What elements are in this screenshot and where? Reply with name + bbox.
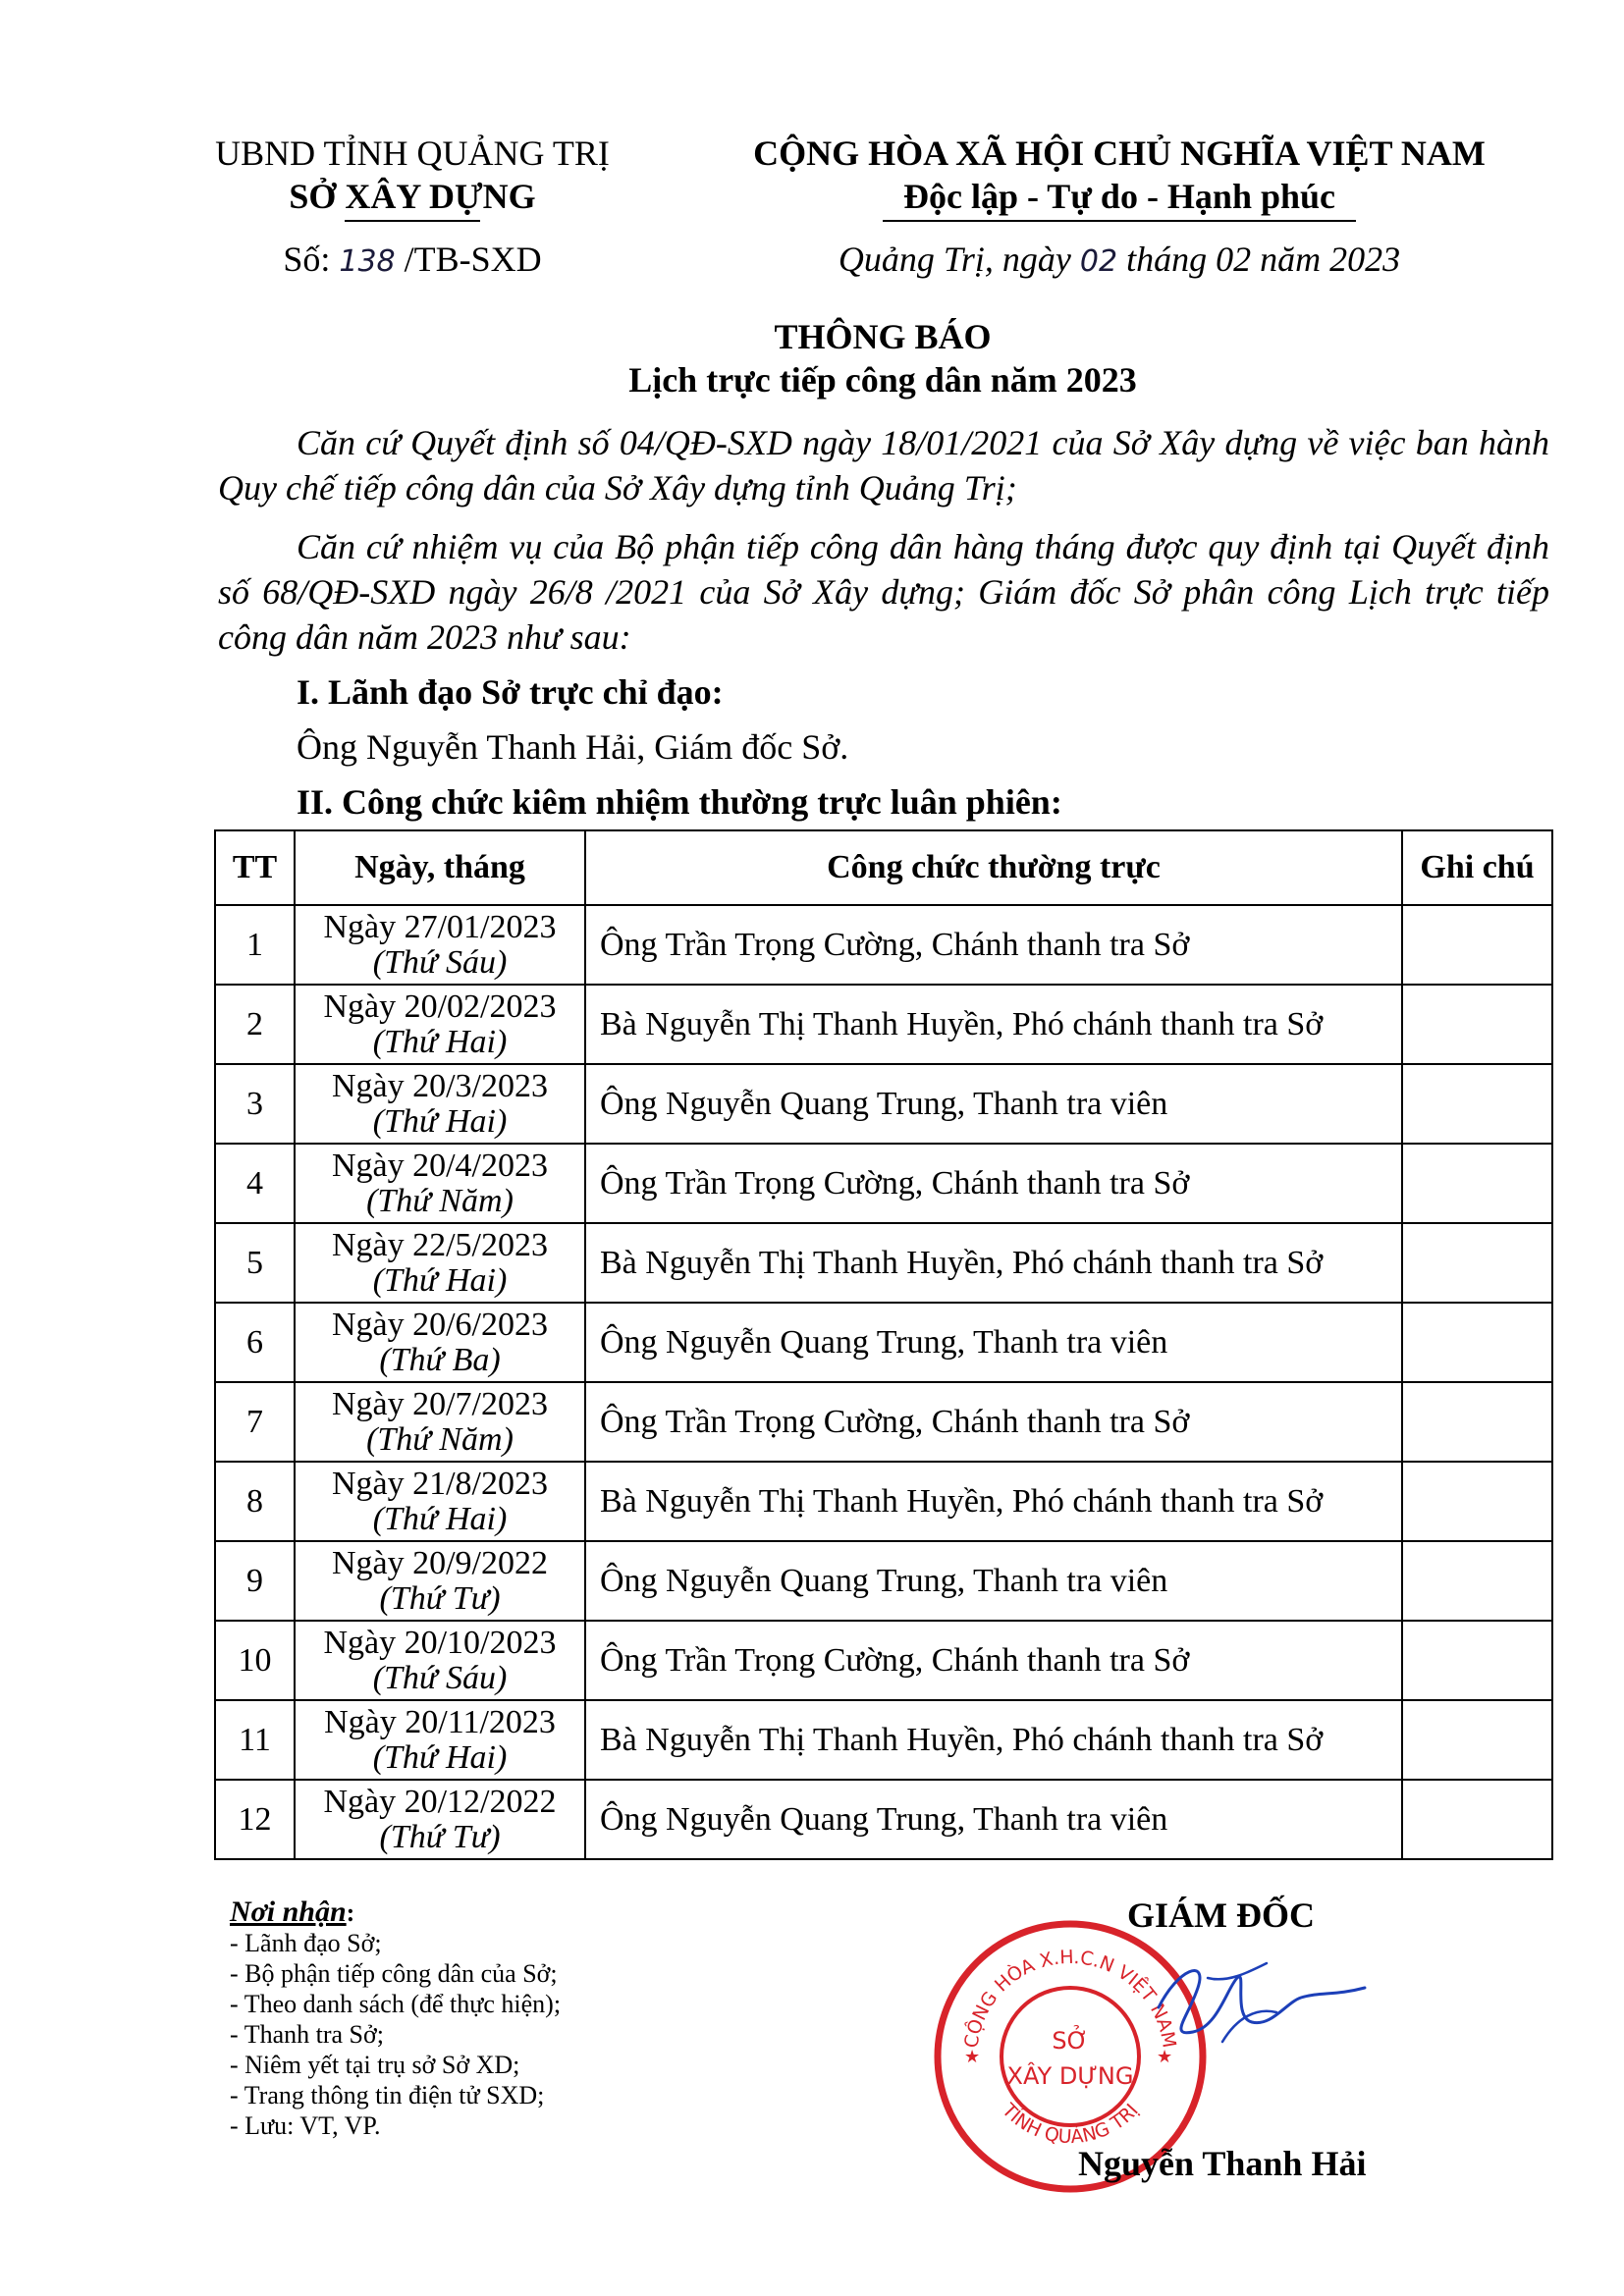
org-underline bbox=[345, 220, 480, 222]
row-date: Ngày 20/12/2022 bbox=[323, 1783, 557, 1820]
row-tt: 1 bbox=[215, 905, 295, 985]
row-date-cell bbox=[295, 1700, 585, 1780]
table-row bbox=[215, 1462, 1552, 1541]
col-note: Ghi chú bbox=[1402, 830, 1552, 905]
row-note bbox=[1402, 1621, 1552, 1700]
row-tt: 5 bbox=[215, 1223, 295, 1303]
recipient-item: - Trang thông tin điện tử SXD; bbox=[230, 2081, 545, 2109]
org-parent: UBND TỈNH QUẢNG TRỊ bbox=[215, 133, 610, 173]
recipients bbox=[230, 1896, 561, 2141]
table-row bbox=[215, 905, 1552, 985]
header-right bbox=[687, 132, 1551, 284]
row-tt: 11 bbox=[215, 1700, 295, 1780]
doc-number-suffix: /TB-SXD bbox=[404, 240, 542, 279]
row-tt: 4 bbox=[215, 1144, 295, 1223]
row-weekday: (Thứ Hai) bbox=[372, 1102, 508, 1140]
stamp-outer-text: CỘNG HÒA X.H.C.N VIỆT NAM bbox=[960, 1946, 1180, 2050]
row-tt: 10 bbox=[215, 1621, 295, 1700]
row-date: Ngày 27/01/2023 bbox=[323, 908, 557, 945]
table-row bbox=[215, 1144, 1552, 1223]
signer-name: Nguyễn Thanh Hải bbox=[1078, 2144, 1367, 2183]
date-day-handwritten: 02 bbox=[1079, 244, 1118, 279]
row-weekday: (Thứ Sáu) bbox=[372, 943, 508, 981]
row-date-cell bbox=[295, 1541, 585, 1621]
doc-number bbox=[196, 238, 628, 284]
row-weekday: (Thứ Hai) bbox=[372, 1261, 508, 1299]
signer-title: GIÁM ĐỐC bbox=[1127, 1896, 1315, 1935]
recipients-list bbox=[230, 1928, 561, 2141]
col-date: Ngày, tháng bbox=[295, 830, 585, 905]
col-officer: Công chức thường trực bbox=[585, 830, 1402, 905]
row-officer: Ông Nguyễn Quang Trung, Thanh tra viên bbox=[585, 1780, 1402, 1859]
stamp-center-bottom: XÂY DỰNG bbox=[1006, 2062, 1134, 2090]
table-header-row bbox=[215, 830, 1552, 905]
table-row bbox=[215, 985, 1552, 1064]
row-note bbox=[1402, 1780, 1552, 1859]
recipient-item: - Niêm yết tại trụ sở Sở XD; bbox=[230, 2051, 520, 2079]
duty-table bbox=[214, 829, 1553, 1860]
row-note bbox=[1402, 1064, 1552, 1144]
doc-title: THÔNG BÁO bbox=[774, 317, 992, 356]
row-date: Ngày 21/8/2023 bbox=[331, 1465, 549, 1502]
row-date-cell bbox=[295, 1223, 585, 1303]
row-tt: 8 bbox=[215, 1462, 295, 1541]
row-date-cell bbox=[295, 1621, 585, 1700]
issue-date bbox=[687, 238, 1551, 284]
row-date: Ngày 20/7/2023 bbox=[331, 1385, 549, 1422]
section-1-text: Ông Nguyễn Thanh Hải, Giám đốc Sở. bbox=[297, 727, 849, 767]
row-note bbox=[1402, 905, 1552, 985]
recipients-title: Nơi nhận bbox=[230, 1896, 347, 1928]
row-date-cell bbox=[295, 1462, 585, 1541]
row-note bbox=[1402, 1462, 1552, 1541]
row-date: Ngày 20/9/2022 bbox=[331, 1544, 549, 1581]
doc-number-handwritten: 138 bbox=[339, 244, 396, 279]
row-officer: Ông Trần Trọng Cường, Chánh thanh tra Sở bbox=[585, 1144, 1402, 1223]
row-weekday: (Thứ Sáu) bbox=[372, 1659, 508, 1696]
row-tt: 2 bbox=[215, 985, 295, 1064]
recipient-item: - Bộ phận tiếp công dân của Sở; bbox=[230, 1959, 558, 1988]
doc-subtitle: Lịch trực tiếp công dân năm 2023 bbox=[628, 360, 1137, 400]
stamp-center-top: SỞ bbox=[1052, 2027, 1089, 2055]
col-tt: TT bbox=[215, 830, 295, 905]
row-note bbox=[1402, 1541, 1552, 1621]
row-weekday: (Thứ Năm) bbox=[366, 1182, 514, 1219]
header-left bbox=[196, 132, 628, 284]
basis-1: Căn cứ Quyết định số 04/QĐ-SXD ngày 18/01/2021 của Sở Xây dựng về việc ban hành Quy chế tiếp công dân của Sở Xây dựng tỉnh Quảng Trị; bbox=[218, 423, 1549, 507]
row-date: Ngày 20/11/2023 bbox=[324, 1703, 556, 1740]
table-row bbox=[215, 1621, 1552, 1700]
stamp-inner-ring bbox=[1001, 1988, 1139, 2125]
row-date: Ngày 22/5/2023 bbox=[331, 1226, 549, 1263]
row-note bbox=[1402, 1700, 1552, 1780]
table-row bbox=[215, 1780, 1552, 1859]
row-tt: 12 bbox=[215, 1780, 295, 1859]
nation-name: CỘNG HÒA XÃ HỘI CHỦ NGHĨA VIỆT NAM bbox=[753, 133, 1486, 173]
row-officer: Ông Nguyễn Quang Trung, Thanh tra viên bbox=[585, 1303, 1402, 1382]
table-row bbox=[215, 1223, 1552, 1303]
row-officer: Bà Nguyễn Thị Thanh Huyền, Phó chánh thanh tra Sở bbox=[585, 1223, 1402, 1303]
stamp-star-left: ★ bbox=[964, 2047, 981, 2066]
row-tt: 9 bbox=[215, 1541, 295, 1621]
basis-2: Căn cứ nhiệm vụ của Bộ phận tiếp công dân hàng tháng được quy định tại Quyết định số 68/QĐ-SXD ngày 26/8 /2021 của Sở Xây dựng; Giám đốc Sở phân công Lịch trực tiếp công dân năm 2023 như sau: bbox=[218, 527, 1549, 657]
stamp-star-right: ★ bbox=[1157, 2047, 1173, 2066]
row-tt: 3 bbox=[215, 1064, 295, 1144]
doc-number-prefix: Số: bbox=[283, 240, 331, 279]
row-tt: 6 bbox=[215, 1303, 295, 1382]
date-prefix: Quảng Trị, ngày bbox=[838, 240, 1071, 279]
section-1-heading: I. Lãnh đạo Sở trực chỉ đạo: bbox=[297, 672, 724, 712]
row-weekday: (Thứ Hai) bbox=[372, 1738, 508, 1776]
handwritten-signature bbox=[1139, 1949, 1384, 2066]
row-officer: Ông Nguyễn Quang Trung, Thanh tra viên bbox=[585, 1064, 1402, 1144]
recipient-item: - Thanh tra Sở; bbox=[230, 2020, 384, 2049]
row-date-cell bbox=[295, 905, 585, 985]
table-row bbox=[215, 1064, 1552, 1144]
row-date-cell bbox=[295, 1382, 585, 1462]
row-note bbox=[1402, 1382, 1552, 1462]
motto: Độc lập - Tự do - Hạnh phúc bbox=[902, 177, 1336, 216]
row-date: Ngày 20/02/2023 bbox=[323, 988, 557, 1025]
row-date: Ngày 20/3/2023 bbox=[331, 1067, 549, 1104]
row-officer: Ông Trần Trọng Cường, Chánh thanh tra Sở bbox=[585, 1382, 1402, 1462]
section-2-heading: II. Công chức kiêm nhiệm thường trực luân phiên: bbox=[297, 782, 1062, 822]
row-date: Ngày 20/4/2023 bbox=[331, 1147, 549, 1184]
date-suffix: tháng 02 năm 2023 bbox=[1126, 240, 1401, 279]
recipient-item: - Theo danh sách (để thực hiện); bbox=[230, 1990, 562, 2018]
table-row bbox=[215, 1382, 1552, 1462]
row-note bbox=[1402, 985, 1552, 1064]
row-officer: Bà Nguyễn Thị Thanh Huyền, Phó chánh thanh tra Sở bbox=[585, 1462, 1402, 1541]
table-row bbox=[215, 1541, 1552, 1621]
org-name: SỞ XÂY DỰNG bbox=[289, 177, 536, 216]
row-note bbox=[1402, 1144, 1552, 1223]
row-note bbox=[1402, 1303, 1552, 1382]
recipient-item: - Lưu: VT, VP. bbox=[230, 2111, 381, 2140]
recipient-item: - Lãnh đạo Sở; bbox=[230, 1929, 382, 1957]
row-weekday: (Thứ Hai) bbox=[372, 1023, 508, 1060]
row-officer: Ông Trần Trọng Cường, Chánh thanh tra Sở bbox=[585, 1621, 1402, 1700]
row-date-cell bbox=[295, 1303, 585, 1382]
row-date-cell bbox=[295, 985, 585, 1064]
row-weekday: (Thứ Năm) bbox=[366, 1420, 514, 1458]
recipients-title-line bbox=[230, 1896, 561, 1928]
row-date-cell bbox=[295, 1780, 585, 1859]
row-note bbox=[1402, 1223, 1552, 1303]
table-row bbox=[215, 1700, 1552, 1780]
row-date-cell bbox=[295, 1064, 585, 1144]
table-row bbox=[215, 1303, 1552, 1382]
row-date-cell bbox=[295, 1144, 585, 1223]
row-tt: 7 bbox=[215, 1382, 295, 1462]
motto-underline bbox=[883, 220, 1356, 222]
row-weekday: (Thứ Hai) bbox=[372, 1500, 508, 1537]
row-officer: Ông Nguyễn Quang Trung, Thanh tra viên bbox=[585, 1541, 1402, 1621]
row-officer: Bà Nguyễn Thị Thanh Huyền, Phó chánh thanh tra Sở bbox=[585, 985, 1402, 1064]
recipients-title-colon: : bbox=[346, 1898, 355, 1927]
row-weekday: (Thứ Tư) bbox=[379, 1818, 501, 1855]
row-weekday: (Thứ Ba) bbox=[379, 1341, 501, 1378]
row-date: Ngày 20/6/2023 bbox=[331, 1306, 549, 1343]
row-officer: Bà Nguyễn Thị Thanh Huyền, Phó chánh thanh tra Sở bbox=[585, 1700, 1402, 1780]
row-weekday: (Thứ Tư) bbox=[379, 1579, 501, 1617]
stamp-bottom-text: TỈNH QUẢNG TRỊ bbox=[998, 2099, 1143, 2149]
row-date: Ngày 20/10/2023 bbox=[323, 1624, 557, 1661]
row-officer: Ông Trần Trọng Cường, Chánh thanh tra Sở bbox=[585, 905, 1402, 985]
